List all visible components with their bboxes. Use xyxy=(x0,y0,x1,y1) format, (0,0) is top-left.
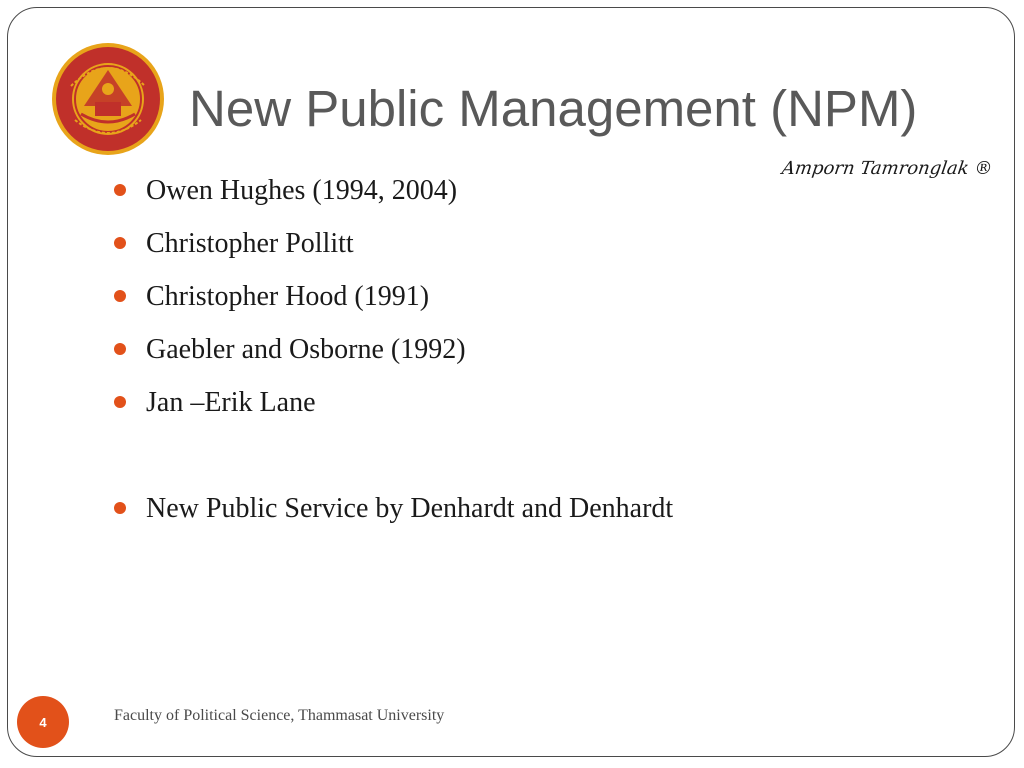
list-item xyxy=(114,489,673,542)
bullet-text: Gaebler and Osborne (1992) xyxy=(146,334,466,365)
list-item xyxy=(114,330,673,383)
slide-title: New Public Management (NPM) xyxy=(189,80,918,137)
bullet-list xyxy=(114,171,673,542)
list-item xyxy=(114,171,673,224)
slide xyxy=(7,7,1015,757)
bullet-icon xyxy=(114,343,126,355)
author-credit: Amporn Tamronglak ® xyxy=(780,158,994,179)
bullet-icon xyxy=(114,396,126,408)
bullet-icon xyxy=(114,237,126,249)
bullet-icon xyxy=(114,502,126,514)
bullet-icon xyxy=(114,290,126,302)
list-item xyxy=(114,224,673,277)
page-number-badge: 4 xyxy=(17,696,69,748)
bullet-icon xyxy=(114,184,126,196)
bullet-text: New Public Service by Denhardt and Denhardt xyxy=(146,493,674,524)
bullet-text: Christopher Pollitt xyxy=(146,228,354,259)
bullet-text: Christopher Hood (1991) xyxy=(146,281,430,312)
list-item xyxy=(114,383,673,436)
university-seal-logo xyxy=(51,42,165,156)
list-item xyxy=(114,277,673,330)
slide-footer: Faculty of Political Science, Thammasat University xyxy=(114,707,445,724)
bullet-text: Jan –Erik Lane xyxy=(146,387,316,418)
bullet-text: Owen Hughes (1994, 2004) xyxy=(146,175,458,206)
